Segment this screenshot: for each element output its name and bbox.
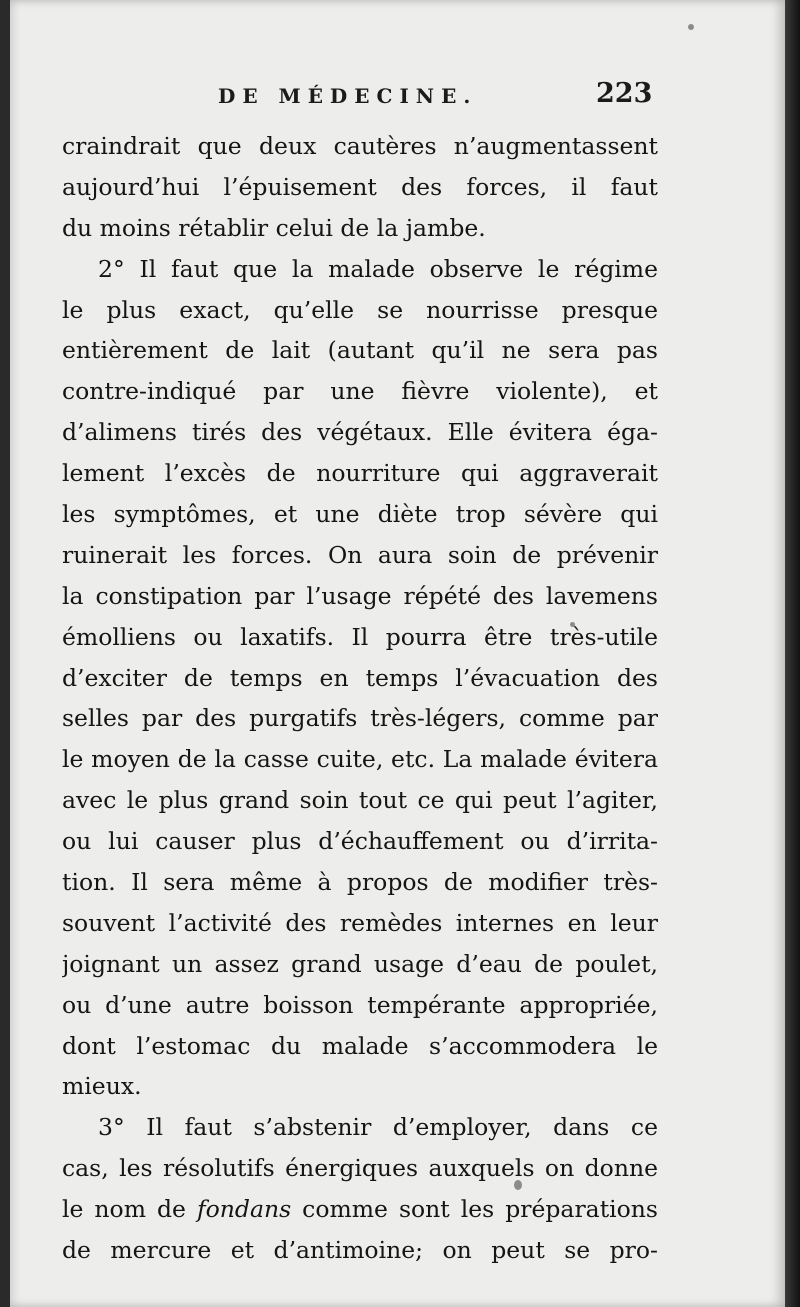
text-line: aujourd’hui l’épuisement des forces, il faut [62,172,658,201]
page-edge-shadow [785,0,800,1307]
text-line: mieux. [62,1072,142,1101]
text-line: joignant un assez grand usage d’eau de poulet, [62,949,658,978]
text-fragment: le nom de [62,1195,197,1224]
text-line: ou lui causer plus d’échauffement ou d’irrita- [62,827,658,856]
ink-speck [688,24,694,30]
text-line: avec le plus grand soin tout ce qui peut l’agiter, [62,786,658,815]
page-number: 223 [596,78,653,109]
text-line: entièrement de lait (autant qu’il ne sera pas [62,336,658,365]
text-line: du moins rétablir celui de la jambe. [62,213,486,242]
text-line: contre-indiqué par une fièvre violente), et [62,377,658,406]
text-line: ruinerait les forces. On aura soin de prévenir [62,540,658,569]
text-line: de mercure et d’antimoine; on peut se pro- [62,1236,658,1265]
paragraph-start-line: 2° Il faut que la malade observe le régime [98,254,658,283]
text-line: d’alimens tirés des végétaux. Elle évitera éga- [62,418,658,447]
text-line: lement l’excès de nourriture qui aggraverait [62,459,658,488]
text-line: les symptômes, et une diète trop sévère qui [62,500,658,529]
body-text [62,126,658,1271]
text-line: tion. Il sera même à propos de modifier très- [62,868,658,897]
text-line: craindrait que deux cautères n’augmentassent [62,132,658,160]
text-line-with-italic [62,1189,658,1230]
text-line: la constipation par l’usage répété des lavemens [62,581,658,610]
italic-word: fondans [196,1195,292,1224]
text-fragment: comme sont les préparations [302,1195,658,1224]
text-line: émolliens ou laxatifs. Il pourra être très-utile [62,622,658,651]
paragraph-start-line: 3° Il faut s’abstenir d’employer, dans ce [98,1113,658,1142]
text-line: souvent l’activité des remèdes internes en leur [62,908,658,937]
running-title: DE MÉDECINE. [218,84,478,108]
text-line: d’exciter de temps en temps l’évacuation des [62,663,658,692]
text-line: ou d’une autre boisson tempérante appropriée, [62,990,658,1019]
text-line: le moyen de la casse cuite, etc. La malade évitera [62,745,658,774]
text-line: selles par des purgatifs très-légers, comme par [62,704,658,733]
text-line: cas, les résolutifs énergiques auxquels on donne [62,1154,658,1183]
page-header [0,78,800,118]
text-line: dont l’estomac du malade s’accommodera le [62,1031,658,1060]
text-line: le plus exact, qu’elle se nourrisse presque [62,295,658,324]
